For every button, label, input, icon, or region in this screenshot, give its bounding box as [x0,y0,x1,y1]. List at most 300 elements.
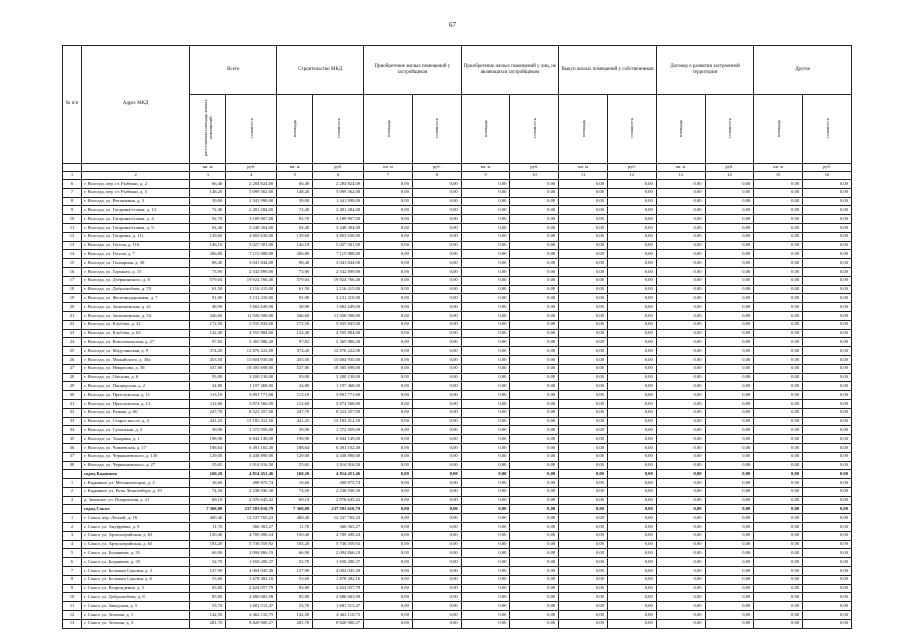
construction-area-cell: 160,20 [277,470,313,479]
total-area-cell: 7 368,00 [190,505,226,514]
zero-value-cell: 0,00 [656,496,705,505]
row-number-cell: 3 [63,531,82,540]
zero-value-cell: 0,00 [607,391,656,400]
zero-value-cell: 0,00 [803,549,852,558]
total-area-cell: 150,40 [190,531,226,540]
row-number-cell: 18 [63,285,82,294]
zero-value-cell: 0,00 [754,285,803,294]
zero-value-cell: 0,00 [559,399,608,408]
zero-value-cell: 0,00 [559,250,608,259]
zero-value-cell: 0,00 [607,479,656,488]
zero-value-cell: 0,00 [412,206,461,215]
table-row [63,408,852,417]
construction-cost-cell: 4 803 636,00 [313,232,364,241]
total-area-cell: 97,82 [190,338,226,347]
total-area-cell: 148,20 [190,188,226,197]
zero-value-cell: 0,00 [607,593,656,602]
row-number-cell: 14 [63,250,82,259]
zero-value-cell: 0,00 [559,223,608,232]
zero-value-cell: 0,00 [364,514,413,523]
zero-value-cell: 0,00 [461,443,510,452]
zero-value-cell: 0,00 [510,540,559,549]
total-area-cell: 127,90 [190,567,226,576]
zero-value-cell: 0,00 [461,285,510,294]
zero-value-cell: 0,00 [412,417,461,426]
zero-value-cell: 0,00 [803,487,852,496]
construction-cost-cell: 2 542 899,00 [313,267,364,276]
construction-area-cell: 39,00 [277,197,313,206]
row-number-cell: 6 [63,558,82,567]
zero-value-cell: 0,00 [559,215,608,224]
column-number-cell: 13 [656,172,705,180]
address-cell: г. Вологда, ул. Чернышевского, д. 130 [82,452,190,461]
zero-value-cell: 0,00 [803,461,852,470]
zero-value-cell: 0,00 [656,417,705,426]
zero-value-cell: 0,00 [656,584,705,593]
zero-value-cell: 0,00 [412,470,461,479]
row-number-cell: 33 [63,417,82,426]
zero-value-cell: 0,00 [559,382,608,391]
zero-value-cell: 0,00 [803,558,852,567]
zero-value-cell: 0,00 [364,531,413,540]
zero-value-cell: 0,00 [510,294,559,303]
row-number-cell: 20 [63,303,82,312]
row-number-cell: 17 [63,276,82,285]
row-number-cell: 4 [63,540,82,549]
units-cell: руб. [510,164,559,172]
zero-value-cell: 0,00 [461,232,510,241]
row-number-cell: 1 [63,514,82,523]
zero-value-cell: 0,00 [559,575,608,584]
zero-value-cell: 0,00 [705,567,754,576]
address-cell: г. Сокол, ул. Возрождение, д. 5 [82,584,190,593]
zero-value-cell: 0,00 [754,399,803,408]
zero-value-cell: 0,00 [461,461,510,470]
table-row [63,373,852,382]
total-cost-cell: 8 820 900,27 [226,619,277,628]
section-row [63,470,852,479]
zero-value-cell: 0,00 [803,505,852,514]
zero-value-cell: 0,00 [705,250,754,259]
zero-value-cell: 0,00 [754,232,803,241]
zero-value-cell: 0,00 [754,267,803,276]
zero-value-cell: 0,00 [412,505,461,514]
zero-value-cell: 0,00 [705,197,754,206]
sub-header-label: стоимость [726,118,732,139]
zero-value-cell: 0,00 [656,276,705,285]
zero-value-cell: 0,00 [656,567,705,576]
zero-value-cell: 0,00 [607,487,656,496]
total-area-cell: 66,90 [190,549,226,558]
address-cell: г. Вологда, ул. Ольхова, д. 6 [82,373,190,382]
zero-value-cell: 0,00 [705,303,754,312]
zero-value-cell: 0,00 [607,311,656,320]
zero-value-cell: 0,00 [705,399,754,408]
construction-area-cell: 281,70 [277,619,313,628]
construction-area-cell: 69,10 [277,496,313,505]
zero-value-cell: 0,00 [461,399,510,408]
construction-area-cell: 16,60 [277,479,313,488]
zero-value-cell: 0,00 [705,408,754,417]
address-cell: город Кадников [82,470,190,479]
zero-value-cell: 0,00 [412,408,461,417]
row-number-cell: 2 [63,487,82,496]
zero-value-cell: 0,00 [461,584,510,593]
table-row [63,540,852,549]
zero-value-cell: 0,00 [559,523,608,532]
zero-value-cell: 0,00 [656,391,705,400]
zero-value-cell: 0,00 [656,215,705,224]
zero-value-cell: 0,00 [607,549,656,558]
address-cell: г. Вологда, ул. Пионерская, д. 2 [82,382,190,391]
total-cost-cell: 2 076 645,42 [226,496,277,505]
zero-value-cell: 0,00 [510,470,559,479]
row-number-cell: 16 [63,267,82,276]
column-number-row [63,172,852,180]
zero-value-cell: 0,00 [461,531,510,540]
construction-cost-cell: 237 583 610,79 [313,505,364,514]
sub-header-label: площадь [385,119,391,137]
table-row [63,355,852,364]
zero-value-cell: 0,00 [461,505,510,514]
zero-value-cell: 0,00 [705,505,754,514]
zero-value-cell: 0,00 [607,435,656,444]
zero-value-cell: 0,00 [559,285,608,294]
construction-cost-cell: 366 363,27 [313,523,364,532]
construction-area-cell: 537,80 [277,364,313,373]
zero-value-cell: 0,00 [412,355,461,364]
address-cell: г. Кадников, ул. Розы Люксембург, д. 19 [82,487,190,496]
zero-value-cell: 0,00 [656,452,705,461]
construction-area-cell: 206,80 [277,250,313,259]
address-cell: г. Вологда, ул. Чапаевская, д. 17 [82,443,190,452]
zero-value-cell: 0,00 [803,188,852,197]
table-row [63,329,852,338]
table-row [63,206,852,215]
units-cell: руб. [313,164,364,172]
address-cell: г. Вологда, ул. Мадучинская, д. 9 [82,347,190,356]
zero-value-cell: 0,00 [705,338,754,347]
zero-value-cell: 0,00 [705,558,754,567]
zero-value-cell: 0,00 [754,531,803,540]
table-row [63,399,852,408]
zero-value-cell: 0,00 [705,514,754,523]
zero-value-cell: 0,00 [364,223,413,232]
table-row [63,567,852,576]
zero-value-cell: 0,00 [412,241,461,250]
column-number-cell: 3 [190,172,226,180]
table-row [63,523,852,532]
column-number-cell: 7 [364,172,413,180]
zero-value-cell: 0,00 [803,496,852,505]
zero-value-cell: 0,00 [364,417,413,426]
zero-value-cell: 0,00 [754,259,803,268]
zero-value-cell: 0,00 [510,347,559,356]
zero-value-cell: 0,00 [510,558,559,567]
zero-value-cell: 0,00 [412,593,461,602]
total-cost-cell: 3 365 986,20 [226,338,277,347]
zero-value-cell: 0,00 [461,408,510,417]
zero-value-cell: 0,00 [607,514,656,523]
zero-value-cell: 0,00 [803,540,852,549]
total-area-cell: 52,70 [190,558,226,567]
zero-value-cell: 0,00 [607,417,656,426]
zero-value-cell: 0,00 [705,391,754,400]
zero-value-cell: 0,00 [412,329,461,338]
construction-cost-cell: 2 624 057,79 [313,584,364,593]
zero-value-cell: 0,00 [412,514,461,523]
row-number-cell: 11 [63,602,82,611]
construction-area-cell: 73,90 [277,267,313,276]
zero-value-cell: 0,00 [705,223,754,232]
zero-value-cell: 0,00 [461,417,510,426]
group-header-purchase-non-developers: Приобретение жилых помещений у лиц, не являющихся застройщиком [461,46,559,95]
total-area-cell: 73,90 [190,267,226,276]
zero-value-cell: 0,00 [754,241,803,250]
zero-value-cell: 0,00 [510,435,559,444]
zero-value-cell: 0,00 [559,505,608,514]
zero-value-cell: 0,00 [559,619,608,628]
sub-header-cell [705,95,754,164]
column-number-cell: 5 [277,172,313,180]
row-number-cell: 1 [63,479,82,488]
zero-value-cell: 0,00 [607,188,656,197]
row-number-cell: 23 [63,329,82,338]
sub-header-cell [313,95,364,164]
row-number-cell: 7 [63,567,82,576]
address-cell: г. Вологда, ул. Ветошкина, д. 3 [82,197,190,206]
table-row [63,285,852,294]
construction-area-cell: 55,65 [277,461,313,470]
construction-cost-cell: 3 041 844,00 [313,259,364,268]
total-area-cell: 374,20 [190,347,226,356]
row-number-cell: 3 [63,496,82,505]
total-cost-cell: 4 803 636,00 [226,232,277,241]
construction-cost-cell: 2 116 215,00 [313,285,364,294]
zero-value-cell: 0,00 [803,611,852,620]
zero-value-cell: 0,00 [364,241,413,250]
total-area-cell: 85,80 [190,593,226,602]
sub-header-label: стоимость [629,118,635,139]
address-cell: г. Сокол, пер. Лесной, д. 16 [82,514,190,523]
zero-value-cell: 0,00 [607,347,656,356]
zero-value-cell: 0,00 [754,567,803,576]
zero-value-cell: 0,00 [364,399,413,408]
address-cell: д. Замошье, ул. Покровская, д. 21 [82,496,190,505]
total-area-cell: 139,60 [190,232,226,241]
row-number-cell: 9 [63,584,82,593]
construction-cost-cell: 498 875,74 [313,479,364,488]
table-row [63,435,852,444]
table-row [63,294,852,303]
table-row [63,180,852,189]
total-area-cell: 400,40 [190,514,226,523]
total-area-cell: 88,40 [190,259,226,268]
construction-area-cell: 346,60 [277,311,313,320]
zero-value-cell: 0,00 [510,593,559,602]
zero-value-cell: 0,00 [412,347,461,356]
sub-header-label: стоимость [531,118,537,139]
zero-value-cell: 0,00 [656,188,705,197]
zero-value-cell: 0,00 [412,311,461,320]
zero-value-cell: 0,00 [364,584,413,593]
zero-value-cell: 0,00 [510,567,559,576]
zero-value-cell: 0,00 [607,285,656,294]
construction-cost-cell: 7 115 988,00 [313,250,364,259]
zero-value-cell: 0,00 [705,259,754,268]
zero-value-cell: 0,00 [754,276,803,285]
total-cost-cell: 1 678 382,16 [226,575,277,584]
zero-value-cell: 0,00 [412,549,461,558]
total-area-cell: 172,50 [190,320,226,329]
zero-value-cell: 0,00 [803,364,852,373]
address-cell: г. Сокол, ул. Большая Садовая, д. 3 [82,567,190,576]
zero-value-cell: 0,00 [803,206,852,215]
zero-value-cell: 0,00 [559,391,608,400]
zero-value-cell: 0,00 [607,382,656,391]
zero-value-cell: 0,00 [803,311,852,320]
row-number-cell: 12 [63,611,82,620]
table-row [63,426,852,435]
zero-value-cell: 0,00 [364,496,413,505]
sub-header-cell [803,95,852,164]
address-cell: г. Вологда, ул. Некрасова, д. 38 [82,364,190,373]
address-cell: г. Сокол, ул. Ануфрёвка, д. 9 [82,523,190,532]
total-area-cell: 93,00 [190,373,226,382]
zero-value-cell: 0,00 [559,611,608,620]
zero-value-cell: 0,00 [461,593,510,602]
zero-value-cell: 0,00 [607,197,656,206]
zero-value-cell: 0,00 [559,496,608,505]
construction-area-cell: 94,40 [277,223,313,232]
zero-value-cell: 0,00 [364,602,413,611]
zero-value-cell: 0,00 [656,180,705,189]
column-number-cell: 15 [754,172,803,180]
zero-value-cell: 0,00 [705,435,754,444]
construction-area-cell: 61,50 [277,285,313,294]
column-number-cell: 4 [226,172,277,180]
zero-value-cell: 0,00 [754,549,803,558]
zero-value-cell: 0,00 [656,523,705,532]
zero-value-cell: 0,00 [705,549,754,558]
construction-area-cell: 112,60 [277,399,313,408]
zero-value-cell: 0,00 [754,408,803,417]
units-cell: кв. м [277,164,313,172]
zero-value-cell: 0,00 [705,611,754,620]
total-area-cell: 206,80 [190,250,226,259]
total-cost-cell: 1 650 200,37 [226,558,277,567]
construction-area-cell: 52,70 [277,558,313,567]
total-cost-cell: 4 462 116,75 [226,611,277,620]
zero-value-cell: 0,00 [412,540,461,549]
zero-value-cell: 0,00 [461,329,510,338]
zero-value-cell: 0,00 [510,285,559,294]
zero-value-cell: 0,00 [656,347,705,356]
total-cost-cell: 2 491 284,00 [226,206,277,215]
sub-header-cell [190,95,226,164]
zero-value-cell: 0,00 [754,391,803,400]
zero-value-cell: 0,00 [412,619,461,628]
zero-value-cell: 0,00 [656,593,705,602]
zero-value-cell: 0,00 [412,285,461,294]
table-row [63,602,852,611]
zero-value-cell: 0,00 [510,461,559,470]
address-cell: г. Вологда, ул. Прислужская, д. 11 [82,391,190,400]
zero-value-cell: 0,00 [412,294,461,303]
zero-value-cell: 0,00 [705,311,754,320]
row-number-cell: 34 [63,426,82,435]
zero-value-cell: 0,00 [510,373,559,382]
total-cost-cell: 4 438 890,00 [226,452,277,461]
zero-value-cell: 0,00 [461,470,510,479]
address-cell: г. Вологда, ул. Товарная, д. 1 [82,435,190,444]
zero-value-cell: 0,00 [510,619,559,628]
zero-value-cell: 0,00 [510,241,559,250]
zero-value-cell: 0,00 [803,232,852,241]
zero-value-cell: 0,00 [412,443,461,452]
total-cost-cell: 1 197 468,00 [226,382,277,391]
row-number-cell: 27 [63,364,82,373]
zero-value-cell: 0,00 [754,505,803,514]
zero-value-cell: 0,00 [656,232,705,241]
zero-value-cell: 0,00 [656,197,705,206]
zero-value-cell: 0,00 [656,294,705,303]
total-cost-cell: 12 876 222,00 [226,347,277,356]
total-area-cell: 61,50 [190,285,226,294]
units-cell: кв. м [559,164,608,172]
zero-value-cell: 0,00 [803,443,852,452]
zero-value-cell: 0,00 [656,540,705,549]
zero-value-cell: 0,00 [461,276,510,285]
zero-value-cell: 0,00 [510,206,559,215]
units-cell: кв. м [754,164,803,172]
zero-value-cell: 0,00 [803,285,852,294]
zero-value-cell: 0,00 [510,276,559,285]
construction-area-cell: 48,90 [277,303,313,312]
construction-area-cell: 148,20 [277,188,313,197]
construction-area-cell: 400,40 [277,514,313,523]
total-cost-cell: 366 363,27 [226,523,277,532]
zero-value-cell: 0,00 [412,602,461,611]
zero-value-cell: 0,00 [705,206,754,215]
zero-value-cell: 0,00 [461,294,510,303]
construction-area-cell: 39,90 [277,426,313,435]
zero-value-cell: 0,00 [412,584,461,593]
zero-value-cell: 0,00 [559,188,608,197]
zero-value-cell: 0,00 [656,267,705,276]
total-cost-cell: 5 736 559,92 [226,540,277,549]
column-number-cell: 9 [461,172,510,180]
sub-header-label: площадь [292,119,298,137]
zero-value-cell: 0,00 [607,223,656,232]
zero-value-cell: 0,00 [656,611,705,620]
table-row [63,215,852,224]
zero-value-cell: 0,00 [656,505,705,514]
zero-value-cell: 0,00 [607,320,656,329]
zero-value-cell: 0,00 [656,575,705,584]
zero-value-cell: 0,00 [803,347,852,356]
zero-value-cell: 0,00 [607,470,656,479]
zero-value-cell: 0,00 [510,408,559,417]
zero-value-cell: 0,00 [607,452,656,461]
zero-value-cell: 0,00 [412,567,461,576]
zero-value-cell: 0,00 [559,549,608,558]
total-cost-cell: 3 248 304,00 [226,223,277,232]
zero-value-cell: 0,00 [510,391,559,400]
row-number-cell: 21 [63,311,82,320]
zero-value-cell: 0,00 [510,320,559,329]
construction-area-cell: 132,40 [277,329,313,338]
